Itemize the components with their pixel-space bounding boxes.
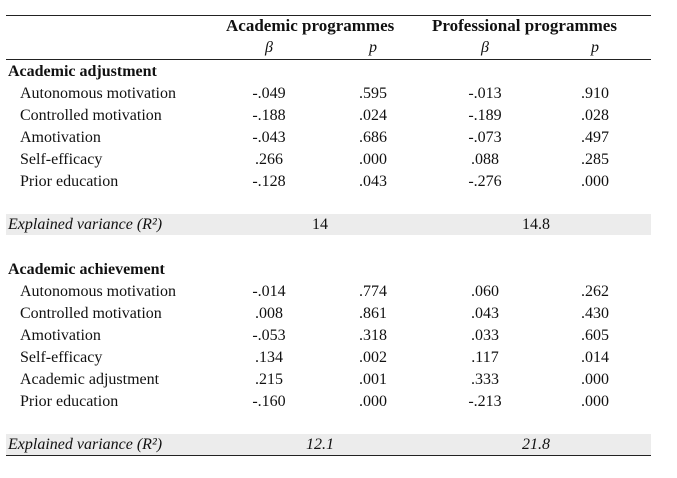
professional-p-value: .000	[581, 393, 609, 410]
professional-beta-value: .033	[471, 327, 499, 344]
professional-p-value: .000	[581, 371, 609, 388]
academic-p-value: .000	[359, 151, 387, 168]
academic-beta-value: -.053	[252, 327, 286, 344]
academic-beta-value: -.049	[252, 85, 286, 102]
row-label: Academic adjustment	[20, 371, 160, 388]
academic-beta-value: -.128	[252, 173, 286, 190]
row-label: Prior education	[20, 393, 119, 410]
academic-p-value: .318	[359, 327, 387, 344]
professional-p-value: .000	[581, 173, 609, 190]
academic-beta-value: -.188	[252, 107, 286, 124]
academic-beta-value: -.043	[252, 129, 286, 146]
professional-p-value: .028	[581, 107, 609, 124]
section-title-academic-achievement: Academic achievement	[8, 261, 165, 278]
explained-variance-academic: 12.1	[306, 436, 334, 453]
professional-beta-value: -.073	[468, 129, 502, 146]
professional-beta-value: -.276	[468, 173, 502, 190]
academic-beta-value: .215	[255, 371, 283, 388]
explained-variance-label: Explained variance (R²)	[8, 436, 163, 453]
row-label: Controlled motivation	[20, 305, 162, 322]
academic-p-value: .686	[359, 129, 387, 146]
row-label: Autonomous motivation	[20, 283, 176, 300]
header-academic-p: p	[369, 39, 377, 56]
explained-variance-professional: 21.8	[522, 436, 550, 453]
row-label: Prior education	[20, 173, 119, 190]
professional-beta-value: .043	[471, 305, 499, 322]
professional-beta-value: .060	[471, 283, 499, 300]
professional-beta-value: .333	[471, 371, 499, 388]
header-academic-programmes: Academic programmes	[226, 16, 395, 35]
academic-beta-value: .008	[255, 305, 283, 322]
professional-beta-value: .117	[471, 349, 499, 366]
explained-variance-professional: 14.8	[522, 216, 550, 233]
professional-beta-value: -.213	[468, 393, 502, 410]
professional-p-value: .014	[581, 349, 609, 366]
academic-p-value: .861	[359, 305, 387, 322]
header-professional-p: p	[591, 39, 599, 56]
header-academic-beta: β	[265, 39, 273, 56]
professional-beta-value: -.189	[468, 107, 502, 124]
bottom-rule	[6, 455, 651, 456]
row-label: Self-efficacy	[20, 349, 103, 366]
academic-beta-value: -.014	[252, 283, 286, 300]
header-rule	[6, 59, 651, 60]
header-professional-beta: β	[481, 39, 489, 56]
academic-p-value: .002	[359, 349, 387, 366]
professional-beta-value: .088	[471, 151, 499, 168]
professional-p-value: .262	[581, 283, 609, 300]
academic-beta-value: .134	[255, 349, 283, 366]
professional-p-value: .285	[581, 151, 609, 168]
row-label: Amotivation	[20, 327, 101, 344]
professional-p-value: .605	[581, 327, 609, 344]
section-title-academic-adjustment: Academic adjustment	[8, 63, 157, 80]
professional-beta-value: -.013	[468, 85, 502, 102]
professional-p-value: .430	[581, 305, 609, 322]
explained-variance-label: Explained variance (R²)	[8, 216, 163, 233]
academic-beta-value: -.160	[252, 393, 286, 410]
academic-beta-value: .266	[255, 151, 283, 168]
professional-p-value: .497	[581, 129, 609, 146]
row-label: Self-efficacy	[20, 151, 103, 168]
row-label: Controlled motivation	[20, 107, 162, 124]
professional-p-value: .910	[581, 85, 609, 102]
row-label: Amotivation	[20, 129, 101, 146]
explained-variance-academic: 14	[312, 216, 328, 233]
academic-p-value: .043	[359, 173, 387, 190]
row-label: Autonomous motivation	[20, 85, 176, 102]
academic-p-value: .001	[359, 371, 387, 388]
academic-p-value: .595	[359, 85, 387, 102]
academic-p-value: .024	[359, 107, 387, 124]
academic-p-value: .774	[359, 283, 387, 300]
header-professional-programmes: Professional programmes	[432, 16, 617, 35]
academic-p-value: .000	[359, 393, 387, 410]
